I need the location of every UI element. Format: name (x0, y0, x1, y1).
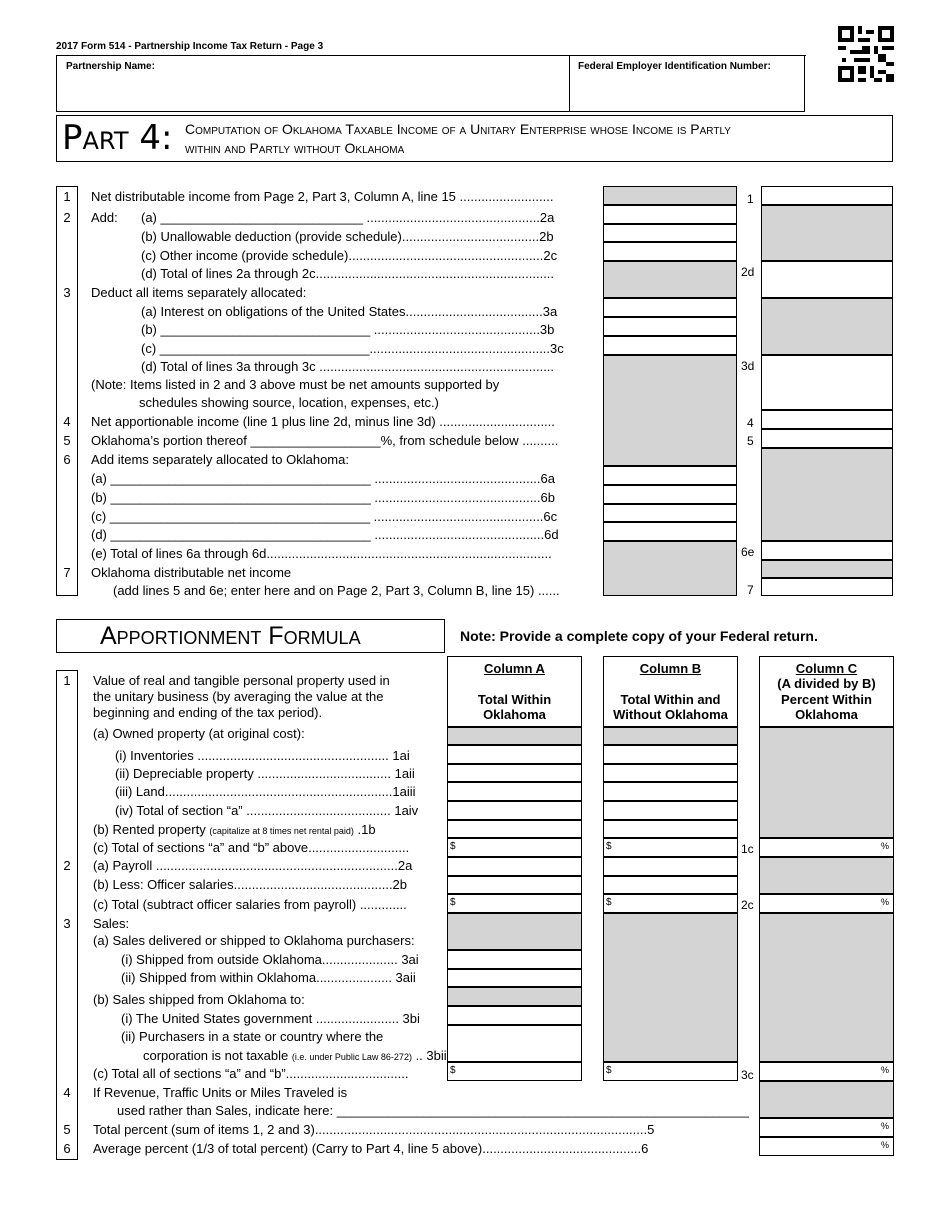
part4-line3d: (d) Total of lines 3a through 3c ................................................................. (141, 359, 555, 374)
col-a-3aii[interactable] (447, 969, 582, 987)
right-line-label: 4 (747, 416, 754, 430)
amount-6a[interactable] (603, 466, 737, 485)
line-number: 6 (63, 452, 71, 467)
apport-line1-text: the unitary business (by averaging the value at the (93, 689, 384, 704)
col-a-3c[interactable] (447, 1062, 582, 1081)
part4-line6b: (b) ____________________________________ ..............................................6b (91, 490, 555, 505)
col-a-1aiv[interactable] (447, 801, 582, 820)
shaded-cell (447, 727, 582, 745)
partnership-name-field[interactable] (60, 75, 565, 107)
column-a-sub1: Total Within (477, 692, 552, 707)
col-a-2c[interactable] (447, 894, 582, 913)
col-a-3bi[interactable] (447, 1006, 582, 1025)
shaded-cell (603, 355, 737, 466)
apport-line1b: (b) Rented property (capitalize at 8 times net rental paid) .1b (93, 822, 376, 837)
dollar-sign: $ (606, 1065, 612, 1076)
right-line-label: 2d (741, 265, 755, 279)
apport-line1ai: (i) Inventories ..................................................... 1ai (115, 748, 410, 763)
right-line-label: 1c (741, 842, 754, 856)
amount-2a[interactable] (603, 205, 737, 224)
part4-line5: Oklahoma’s portion thereof __________________%, from schedule below .......... (91, 433, 559, 448)
apport-line1aiv: (iv) Total of section “a” ........................................ 1aiv (115, 803, 419, 818)
col-b-1aiv[interactable] (603, 801, 738, 820)
amount-3b[interactable] (603, 317, 737, 336)
col-b-1aiii[interactable] (603, 782, 738, 801)
column-c-sub1: (A divided by B) (777, 676, 876, 691)
column-c-sub2: Percent Within (781, 692, 872, 707)
apport-line3: Sales: (93, 916, 130, 931)
part4-note1: (Note: Items listed in 2 and 3 above must be net amounts supported by (91, 377, 500, 392)
part4-line3b: (b) _____________________________ ..............................................3b (141, 322, 555, 337)
part4-line3c: (c) _____________________________..................................................3c (141, 341, 564, 356)
apport-line3c: (c) Total all of sections “a” and “b”.................................. (93, 1066, 409, 1081)
apport-line2a: (a) Payroll ...................................................................2a (93, 858, 413, 873)
col-a-3ai[interactable] (447, 950, 582, 969)
part4-number-column (56, 186, 78, 596)
apport-line3a: (a) Sales delivered or shipped to Oklahoma purchasers: (93, 933, 415, 948)
shaded-cell (759, 857, 894, 894)
col-b-2b[interactable] (603, 876, 738, 894)
partnership-name-label: Partnership Name: (66, 61, 155, 72)
col-c-2c[interactable] (759, 894, 894, 913)
amount-4[interactable] (761, 410, 893, 429)
col-a-1aiii[interactable] (447, 782, 582, 801)
column-a-sub2: Oklahoma (483, 707, 546, 722)
column-c-title: Column C (795, 661, 858, 676)
apport-line6: Average percent (1/3 of total percent) (Carry to Part 4, line 5 above)............................................6 (93, 1141, 649, 1156)
apport-line2b: (b) Less: Officer salaries............................................2b (93, 877, 408, 892)
right-line-label: 3c (741, 1068, 754, 1082)
col-b-2a[interactable] (603, 857, 738, 876)
part4-title-line2: within and Partly without Oklahoma (185, 140, 405, 156)
amount-2d[interactable] (761, 261, 893, 298)
col-a-1b[interactable] (447, 820, 582, 838)
amount-3a[interactable] (603, 298, 737, 317)
amount-5[interactable] (761, 429, 893, 448)
part4-line3a: (a) Interest on obligations of the United States......................................3a (141, 304, 558, 319)
right-line-label: 2c (741, 898, 754, 912)
line-number: 4 (63, 414, 71, 429)
part4-line2b: (b) Unallowable deduction (provide schedule)......................................2b (141, 229, 554, 244)
percent-sign: % (881, 1140, 890, 1150)
percent-sign: % (881, 1065, 890, 1075)
form-title: 2017 Form 514 - Partnership Income Tax Return - Page 3 (56, 41, 324, 52)
col-b-2c[interactable] (603, 894, 738, 913)
column-a-title: Column A (484, 661, 545, 676)
shaded-cell (759, 1081, 894, 1118)
col-b-1b[interactable] (603, 820, 738, 838)
line-number: 6 (63, 1141, 71, 1156)
col-a-2a[interactable] (447, 857, 582, 876)
line-number: 2 (63, 858, 71, 873)
apport-line3ai: (i) Shipped from outside Oklahoma..................... 3ai (121, 952, 419, 967)
apport-line4-input-label: used rather than Sales, indicate here: _________________________________________________________ (117, 1103, 749, 1118)
col-c-line6[interactable] (759, 1137, 894, 1156)
part4-line2d: (d) Total of lines 2a through 2c.................................................................. (141, 266, 555, 281)
amount-6b[interactable] (603, 485, 737, 504)
percent-sign: % (881, 897, 890, 907)
dollar-sign: $ (606, 897, 612, 908)
apport-line1-text: Value of real and tangible personal property used in (93, 673, 390, 688)
shaded-cell (603, 727, 738, 745)
right-line-label: 6e (741, 545, 755, 559)
line-number: 1 (63, 189, 71, 204)
part4-line1: Net distributable income from Page 2, Part 3, Column A, line 15 .......................... (91, 189, 554, 204)
line-number: 7 (63, 565, 71, 580)
fein-label: Federal Employer Identification Number: (578, 61, 771, 72)
amount-6d[interactable] (603, 522, 737, 541)
part4-line2c: (c) Other income (provide schedule)......................................................2c (141, 248, 558, 263)
column-b-title: Column B (639, 661, 702, 676)
part4-title-line1: Computation of Oklahoma Taxable Income of a Unitary Enterprise whose Income is Partly (185, 121, 731, 137)
apportionment-note: Note: Provide a complete copy of your Federal return. (460, 628, 818, 644)
line-number: 5 (63, 433, 71, 448)
apport-line1aii: (ii) Depreciable property ..................................... 1aii (115, 766, 415, 781)
line-number: 4 (63, 1085, 71, 1100)
apportionment-title: Apportionment Formula (100, 622, 361, 650)
right-line-label: 3d (741, 359, 755, 373)
line-number: 3 (63, 916, 71, 931)
line-number: 2 (63, 210, 71, 225)
shaded-cell (603, 186, 737, 205)
apport-line2c: (c) Total (subtract officer salaries from payroll) ............. (93, 897, 407, 912)
apport-line1c: (c) Total of sections “a” and “b” above............................ (93, 840, 410, 855)
shaded-cell (761, 298, 893, 355)
part4-line6a: (a) ____________________________________ ..............................................6a (91, 471, 555, 486)
shaded-cell (603, 913, 738, 1062)
shaded-cell (759, 727, 894, 838)
part4-line7a: Oklahoma distributable net income (91, 565, 292, 580)
shaded-cell (761, 448, 893, 541)
col-b-1ai[interactable] (603, 745, 738, 764)
col-b-3c[interactable] (603, 1062, 738, 1081)
col-c-line5[interactable] (759, 1118, 894, 1137)
shaded-cell (603, 541, 737, 596)
shaded-cell (447, 987, 582, 1006)
apport-line1a: (a) Owned property (at original cost): (93, 726, 305, 741)
apport-line3bi: (i) The United States government ....................... 3bi (121, 1011, 420, 1026)
part4-line6e: (e) Total of lines 6a through 6d............................................................................... (91, 546, 552, 561)
qr-code-icon (838, 26, 894, 82)
line-number: 3 (63, 285, 71, 300)
part4-line6d: (d) ____________________________________ ...............................................6d (91, 527, 559, 542)
line-number: 1 (63, 673, 71, 688)
col-a-3bii[interactable] (447, 1025, 582, 1062)
apport-line5: Total percent (sum of items 1, 2 and 3)............................................................................................5 (93, 1122, 655, 1137)
part4-note2: schedules showing source, location, expenses, etc.) (139, 395, 439, 410)
col-c-1c[interactable] (759, 838, 894, 857)
amount-3c[interactable] (603, 336, 737, 355)
col-a-1aii[interactable] (447, 764, 582, 782)
amount-2c[interactable] (603, 242, 737, 261)
column-c-sub3: Oklahoma (795, 707, 858, 722)
amount-3d[interactable] (761, 355, 893, 410)
part4-line2: Add: (91, 210, 118, 225)
right-line-label: 7 (747, 583, 754, 597)
percent-sign: % (881, 1121, 890, 1131)
fein-field[interactable] (573, 75, 801, 107)
apport-line3bii: (ii) Purchasers in a state or country where the (121, 1029, 384, 1044)
right-line-label: 5 (747, 434, 754, 448)
column-b-sub2: Without Oklahoma (613, 707, 728, 722)
amount-1[interactable] (761, 186, 893, 205)
col-c-3c[interactable] (759, 1062, 894, 1081)
right-line-label: 1 (747, 192, 754, 206)
dollar-sign: $ (450, 1065, 456, 1076)
apport-line3bii-2: corporation is not taxable (i.e. under Public Law 86-272) .. 3bii (143, 1048, 447, 1063)
amount-6c[interactable] (603, 504, 737, 522)
amount-7[interactable] (761, 578, 893, 596)
dollar-sign: $ (450, 841, 456, 852)
percent-sign: % (881, 841, 890, 851)
dollar-sign: $ (450, 897, 456, 908)
col-a-1ai[interactable] (447, 745, 582, 764)
shaded-cell (603, 261, 737, 298)
part4-line7b: (add lines 5 and 6e; enter here and on Page 2, Part 3, Column B, line 15) ...... (113, 583, 560, 598)
col-a-1c[interactable] (447, 838, 582, 857)
apport-line1aiii: (iii) Land...............................................................1aiii (115, 784, 416, 799)
apport-line1-text: beginning and ending of the tax period). (93, 705, 323, 720)
part4-line6c: (c) ____________________________________ ...............................................6c (91, 509, 558, 524)
shaded-cell (761, 205, 893, 261)
part4-label: Part 4: (62, 118, 173, 158)
amount-6e[interactable] (761, 541, 893, 560)
shaded-cell (761, 560, 893, 578)
apport-line4: If Revenue, Traffic Units or Miles Traveled is (93, 1085, 348, 1100)
col-a-2b[interactable] (447, 876, 582, 894)
part4-line4: Net apportionable income (line 1 plus line 2d, minus line 3d) ................................ (91, 414, 555, 429)
dollar-sign: $ (606, 841, 612, 852)
column-b-sub1: Total Within and (620, 692, 721, 707)
line-number: 5 (63, 1122, 71, 1137)
apport-line3b: (b) Sales shipped from Oklahoma to: (93, 992, 305, 1007)
shaded-cell (447, 913, 582, 950)
col-b-1aii[interactable] (603, 764, 738, 782)
part4-line6: Add items separately allocated to Oklahoma: (91, 452, 349, 467)
shaded-cell (759, 913, 894, 1062)
part4-line2a: (a) ____________________________ ................................................2a (141, 210, 555, 225)
part4-line3: Deduct all items separately allocated: (91, 285, 307, 300)
apport-line3aii: (ii) Shipped from within Oklahoma..................... 3aii (121, 970, 416, 985)
amount-2b[interactable] (603, 224, 737, 242)
col-b-1c[interactable] (603, 838, 738, 857)
